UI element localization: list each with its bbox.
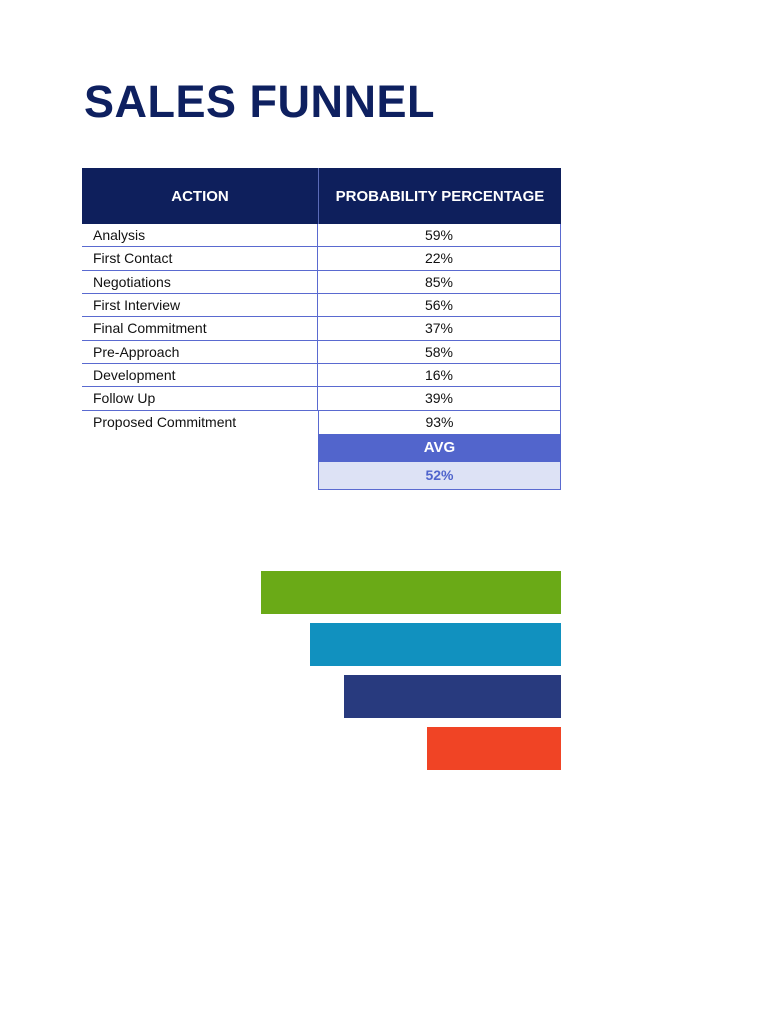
probability-cell: 85% [318,271,561,293]
page-title: SALES FUNNEL [84,76,436,127]
table-header-row [82,168,561,224]
action-cell: Follow Up [82,387,318,409]
action-cell: Analysis [82,224,318,246]
probability-cell: 39% [318,387,561,409]
table-row [82,224,561,247]
probability-cell: 16% [318,364,561,386]
header-probability: PROBABILITY PERCENTAGE [335,187,545,205]
action-cell: Proposed Commitment [93,414,237,431]
action-cell: Negotiations [82,271,318,293]
avg-value: 52% [318,462,561,490]
action-cell: First Interview [82,294,318,316]
probability-cell: 56% [318,294,561,316]
table-row [82,317,561,340]
funnel-bar-2 [310,623,561,666]
table-row [82,271,561,294]
avg-label: AVG [318,434,561,462]
probability-cell: 22% [318,247,561,269]
table-row [82,387,561,410]
action-cell: First Contact [82,247,318,269]
probability-cell: 59% [318,224,561,246]
funnel-bar-3 [344,675,561,718]
action-cell: Development [82,364,318,386]
probability-cell: 58% [318,341,561,363]
table-row [82,364,561,387]
funnel-bar-1 [261,571,561,614]
table-row [82,341,561,364]
sales-funnel-table [82,168,561,490]
action-cell: Final Commitment [82,317,318,339]
funnel-bar-4 [427,727,561,770]
header-action: ACTION [82,168,319,224]
probability-cell: 37% [318,317,561,339]
table-row [82,294,561,317]
action-cell: Pre-Approach [82,341,318,363]
probability-cell: 93% [318,411,561,434]
table-row [82,247,561,270]
table-row [82,411,561,434]
average-block [318,434,561,490]
